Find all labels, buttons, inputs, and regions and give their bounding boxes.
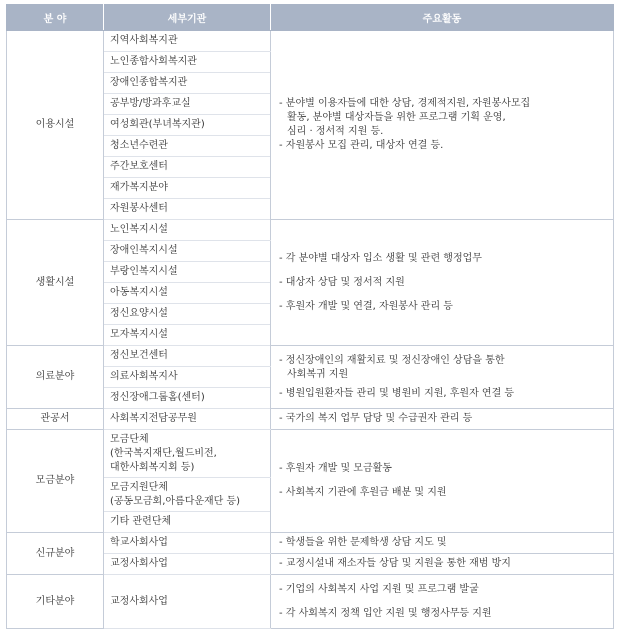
institution-cell: 학교사회사업 <box>104 533 271 554</box>
welfare-field-table <box>6 4 614 629</box>
institution-cell: 자원봉사센터 <box>104 199 271 220</box>
table-row <box>7 220 614 241</box>
institution-cell: 공부방/방과후교실 <box>104 94 271 115</box>
activity-line: 사회복귀 지원 <box>287 368 349 380</box>
institution-cell: 노인종합사회복지관 <box>104 52 271 73</box>
institution-cell: 교정사회사업 <box>104 575 271 629</box>
header-category: 분 야 <box>7 5 104 31</box>
institution-line: (공동모금회,아름다운재단 등) <box>110 495 241 507</box>
activity-line: - 각 분야별 대상자 입소 생활 및 관련 행정업무 <box>279 252 482 264</box>
table-row <box>7 31 614 52</box>
welfare-field-table-container <box>6 4 613 629</box>
institution-line: (한국복지재단,월드비전, <box>110 447 217 459</box>
category-cell: 생활시설 <box>7 220 104 346</box>
category-cell: 의료분야 <box>7 346 104 409</box>
activity-line: - 후원자 개발 및 모금활동 <box>279 463 392 474</box>
activity-line: - 병원입원환자들 관리 및 병원비 지원, 후원자 연결 등 <box>279 387 515 399</box>
institution-cell: 정신보건센터 <box>104 346 271 367</box>
activity-line: - 후원자 개발 및 연결, 자원봉사 관리 등 <box>279 300 453 312</box>
activity-cell <box>271 346 614 409</box>
activity-cell <box>271 533 614 554</box>
institution-line: 모금지원단체 <box>110 481 168 493</box>
institution-cell <box>104 478 271 512</box>
institution-cell: 노인복지시설 <box>104 220 271 241</box>
activity-line: - 자원봉사 모집 관리, 대상자 연결 등. <box>279 140 444 151</box>
activity-cell <box>271 409 614 430</box>
institution-cell: 재가복지분야 <box>104 178 271 199</box>
activity-line: - 기업의 사회복지 사업 지원 및 프로그램 발굴 <box>279 583 479 595</box>
category-cell: 신규분야 <box>7 533 104 575</box>
activity-line: - 정신장애인의 재활치료 및 정신장애인 상담을 통한 <box>279 354 505 366</box>
table-row <box>7 575 614 629</box>
activity-line: 심리 · 정서적 지원 등. <box>287 126 384 137</box>
activity-line: - 교정시설내 재소자들 상담 및 지원을 통한 재범 방지 <box>279 558 511 569</box>
institution-line: 대한사회복지회 등) <box>110 461 195 473</box>
activity-line: - 각 사회복지 정책 입안 지원 및 행정사무등 지원 <box>279 607 492 619</box>
category-cell: 이용시설 <box>7 31 104 220</box>
activity-cell <box>271 575 614 629</box>
activity-line: - 학생들을 위한 문제학생 상담 지도 및 <box>279 537 447 548</box>
table-row <box>7 533 614 554</box>
activity-cell <box>271 554 614 575</box>
institution-cell: 지역사회복지관 <box>104 31 271 52</box>
institution-cell: 교정사회사업 <box>104 554 271 575</box>
header-institution: 세부기관 <box>104 5 271 31</box>
table-header-row <box>7 5 614 31</box>
category-cell: 모금분야 <box>7 430 104 533</box>
institution-cell: 모자복지시설 <box>104 325 271 346</box>
activity-cell <box>271 31 614 220</box>
institution-cell: 청소년수련관 <box>104 136 271 157</box>
institution-cell: 정신요양시설 <box>104 304 271 325</box>
institution-cell: 여성회관(부녀복지관) <box>104 115 271 136</box>
institution-cell: 아동복지시설 <box>104 283 271 304</box>
institution-cell: 기타 관련단체 <box>104 512 271 533</box>
table-row <box>7 430 614 478</box>
category-cell: 관공서 <box>7 409 104 430</box>
institution-cell: 주간보호센터 <box>104 157 271 178</box>
header-activity: 주요활동 <box>271 5 614 31</box>
table-row <box>7 409 614 430</box>
activity-line: 활동, 분야별 대상자들을 위한 프로그램 기획 운영, <box>287 112 506 123</box>
institution-cell <box>104 430 271 478</box>
institution-cell: 정신장애그룹홈(센터) <box>104 388 271 409</box>
institution-cell: 부랑인복지시설 <box>104 262 271 283</box>
activity-cell <box>271 430 614 533</box>
institution-line: 모금단체 <box>110 433 149 445</box>
table-row <box>7 346 614 367</box>
institution-cell: 장애인복지시설 <box>104 241 271 262</box>
activity-cell <box>271 220 614 346</box>
activity-line: - 분야별 이용자들에 대한 상담, 경제적지원, 자원봉사모집 <box>279 98 531 109</box>
activity-line: - 대상자 상담 및 정서적 지원 <box>279 276 405 288</box>
institution-cell: 사회복지전담공무원 <box>104 409 271 430</box>
activity-line: - 국가의 복지 업무 담당 및 수급권자 관리 등 <box>279 413 473 424</box>
activity-line: - 사회복지 기관에 후원금 배분 및 지원 <box>279 487 447 498</box>
institution-cell: 장애인종합복지관 <box>104 73 271 94</box>
category-cell: 기타분야 <box>7 575 104 629</box>
institution-cell: 의료사회복지사 <box>104 367 271 388</box>
